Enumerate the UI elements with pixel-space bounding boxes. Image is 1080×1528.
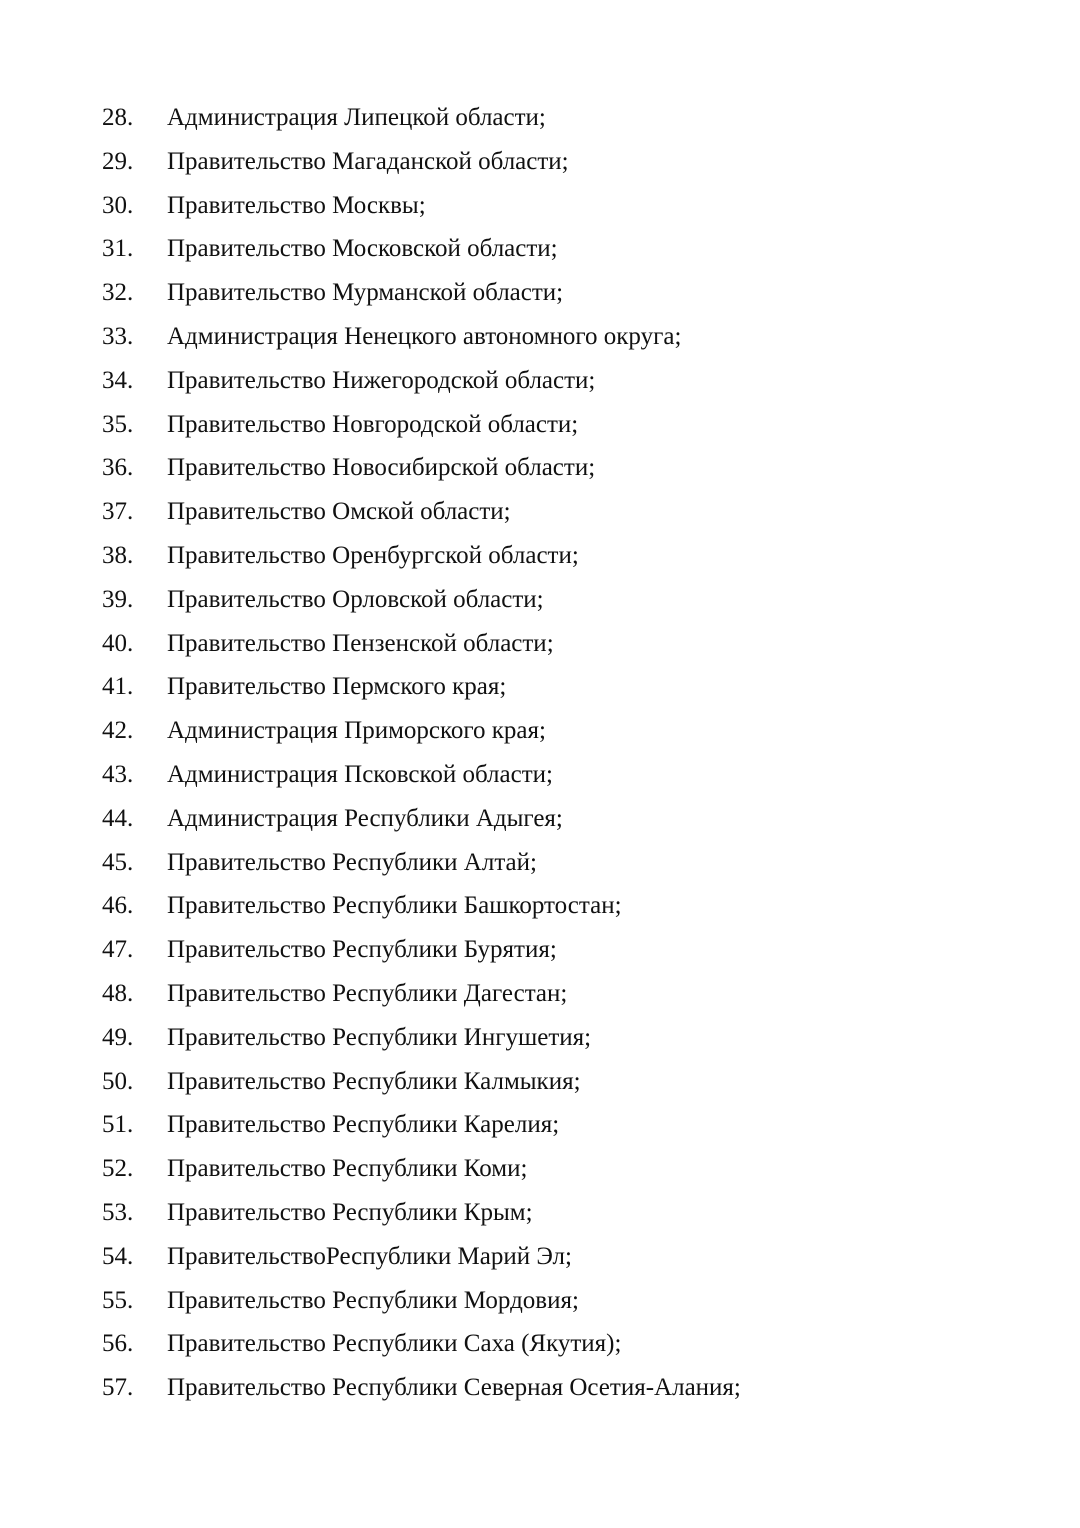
- list-item-text: Администрация Псковской области;: [167, 760, 553, 788]
- list-item-number: 49.: [102, 1023, 134, 1051]
- list-item-text: Правительство Магаданской области;: [167, 147, 569, 175]
- list-item-text: Правительство Пермского края;: [167, 673, 507, 701]
- list-item: [0, 972, 1080, 1016]
- list-item-number: 36.: [102, 454, 134, 482]
- list-item: [0, 665, 1080, 709]
- list-item-number: 30.: [102, 191, 134, 219]
- list-item-number: 45.: [102, 848, 134, 876]
- list-item-text: Администрация Республики Адыгея;: [167, 804, 563, 832]
- list-item: [0, 709, 1080, 753]
- list-item-number: 37.: [102, 498, 134, 526]
- list-item-text: Правительство Новосибирской области;: [167, 454, 596, 482]
- list-item-number: 50.: [102, 1067, 134, 1095]
- list-item-text: Правительство Республики Крым;: [167, 1198, 533, 1226]
- list-item-number: 28.: [102, 104, 134, 131]
- list-item-text: Правительство Мурманской области;: [167, 279, 564, 307]
- list-item-text: Правительство Новгородской области;: [167, 410, 579, 438]
- list-item: [0, 1322, 1080, 1366]
- list-item: [0, 1279, 1080, 1323]
- list-item-number: 56.: [102, 1330, 134, 1358]
- list-item: [0, 403, 1080, 447]
- list-item-number: 29.: [102, 147, 134, 175]
- list-item-number: 42.: [102, 717, 134, 745]
- list-item-number: 31.: [102, 235, 134, 263]
- list-item-number: 35.: [102, 410, 134, 438]
- list-item-text: Правительство Омской области;: [167, 498, 511, 526]
- list-item-text: Правительство Республики Мордовия;: [167, 1286, 579, 1314]
- list-item: [0, 884, 1080, 928]
- list-item: [0, 359, 1080, 403]
- list-item: [0, 928, 1080, 972]
- list-item-text: Администрация Липецкой области;: [167, 104, 546, 131]
- list-item-number: 33.: [102, 322, 134, 350]
- list-item-text: Правительство Оренбургской области;: [167, 541, 579, 569]
- list-item-number: 54.: [102, 1242, 134, 1270]
- list-item-text: Правительство Республики Ингушетия;: [167, 1023, 592, 1051]
- list-item-number: 32.: [102, 279, 134, 307]
- list-item-number: 46.: [102, 892, 134, 920]
- list-item-number: 41.: [102, 673, 134, 701]
- list-item-number: 52.: [102, 1155, 134, 1183]
- list-item: [0, 140, 1080, 184]
- list-item-number: 44.: [102, 804, 134, 832]
- list-item: [0, 227, 1080, 271]
- list-item-number: 47.: [102, 936, 134, 964]
- list-item: [0, 1103, 1080, 1147]
- list-item-text: Правительство Республики Северная Осетия-Алания;: [167, 1374, 741, 1402]
- list-item-number: 55.: [102, 1286, 134, 1314]
- list-item: [0, 753, 1080, 797]
- list-item: [0, 271, 1080, 315]
- list-item: [0, 184, 1080, 228]
- list-item-number: 57.: [102, 1374, 134, 1402]
- list-item: [0, 1235, 1080, 1279]
- list-item: [0, 622, 1080, 666]
- list-item-number: 51.: [102, 1111, 134, 1139]
- list-item-text: Администрация Приморского края;: [167, 717, 546, 745]
- list-item-text: Администрация Ненецкого автономного округа;: [167, 322, 682, 350]
- list-item-number: 34.: [102, 366, 134, 394]
- list-item-number: 38.: [102, 541, 134, 569]
- list-item-text: ПравительствоРеспублики Марий Эл;: [167, 1242, 572, 1270]
- list-item: [0, 446, 1080, 490]
- list-item: [0, 534, 1080, 578]
- list-item: [0, 578, 1080, 622]
- list-item: [0, 1366, 1080, 1410]
- list-item-number: 39.: [102, 585, 134, 613]
- list-item-text: Правительство Пензенской области;: [167, 629, 554, 657]
- list-item-text: Правительство Республики Калмыкия;: [167, 1067, 581, 1095]
- list-item: [0, 1191, 1080, 1235]
- list-item-text: Правительство Республики Саха (Якутия);: [167, 1330, 622, 1358]
- list-item: [0, 490, 1080, 534]
- list-item: [0, 315, 1080, 359]
- list-item: [0, 1147, 1080, 1191]
- list-item-number: 53.: [102, 1198, 134, 1226]
- list-item: [0, 96, 1080, 140]
- list-item-text: Правительство Республики Коми;: [167, 1155, 528, 1183]
- list-item-text: Правительство Республики Карелия;: [167, 1111, 560, 1139]
- list-item-number: 40.: [102, 629, 134, 657]
- list-item: [0, 1060, 1080, 1104]
- list-item: [0, 841, 1080, 885]
- numbered-list: [0, 96, 1080, 1410]
- list-item-text: Правительство Московской области;: [167, 235, 558, 263]
- list-item-text: Правительство Нижегородской области;: [167, 366, 596, 394]
- list-item-number: 43.: [102, 760, 134, 788]
- list-item-text: Правительство Республики Алтай;: [167, 848, 537, 876]
- list-item-number: 48.: [102, 979, 134, 1007]
- list-item-text: Правительство Орловской области;: [167, 585, 544, 613]
- list-item-text: Правительство Республики Башкортостан;: [167, 892, 622, 920]
- list-item: [0, 797, 1080, 841]
- list-item-text: Правительство Москвы;: [167, 191, 426, 219]
- list-item-text: Правительство Республики Бурятия;: [167, 936, 557, 964]
- list-item-text: Правительство Республики Дагестан;: [167, 979, 568, 1007]
- list-item: [0, 1016, 1080, 1060]
